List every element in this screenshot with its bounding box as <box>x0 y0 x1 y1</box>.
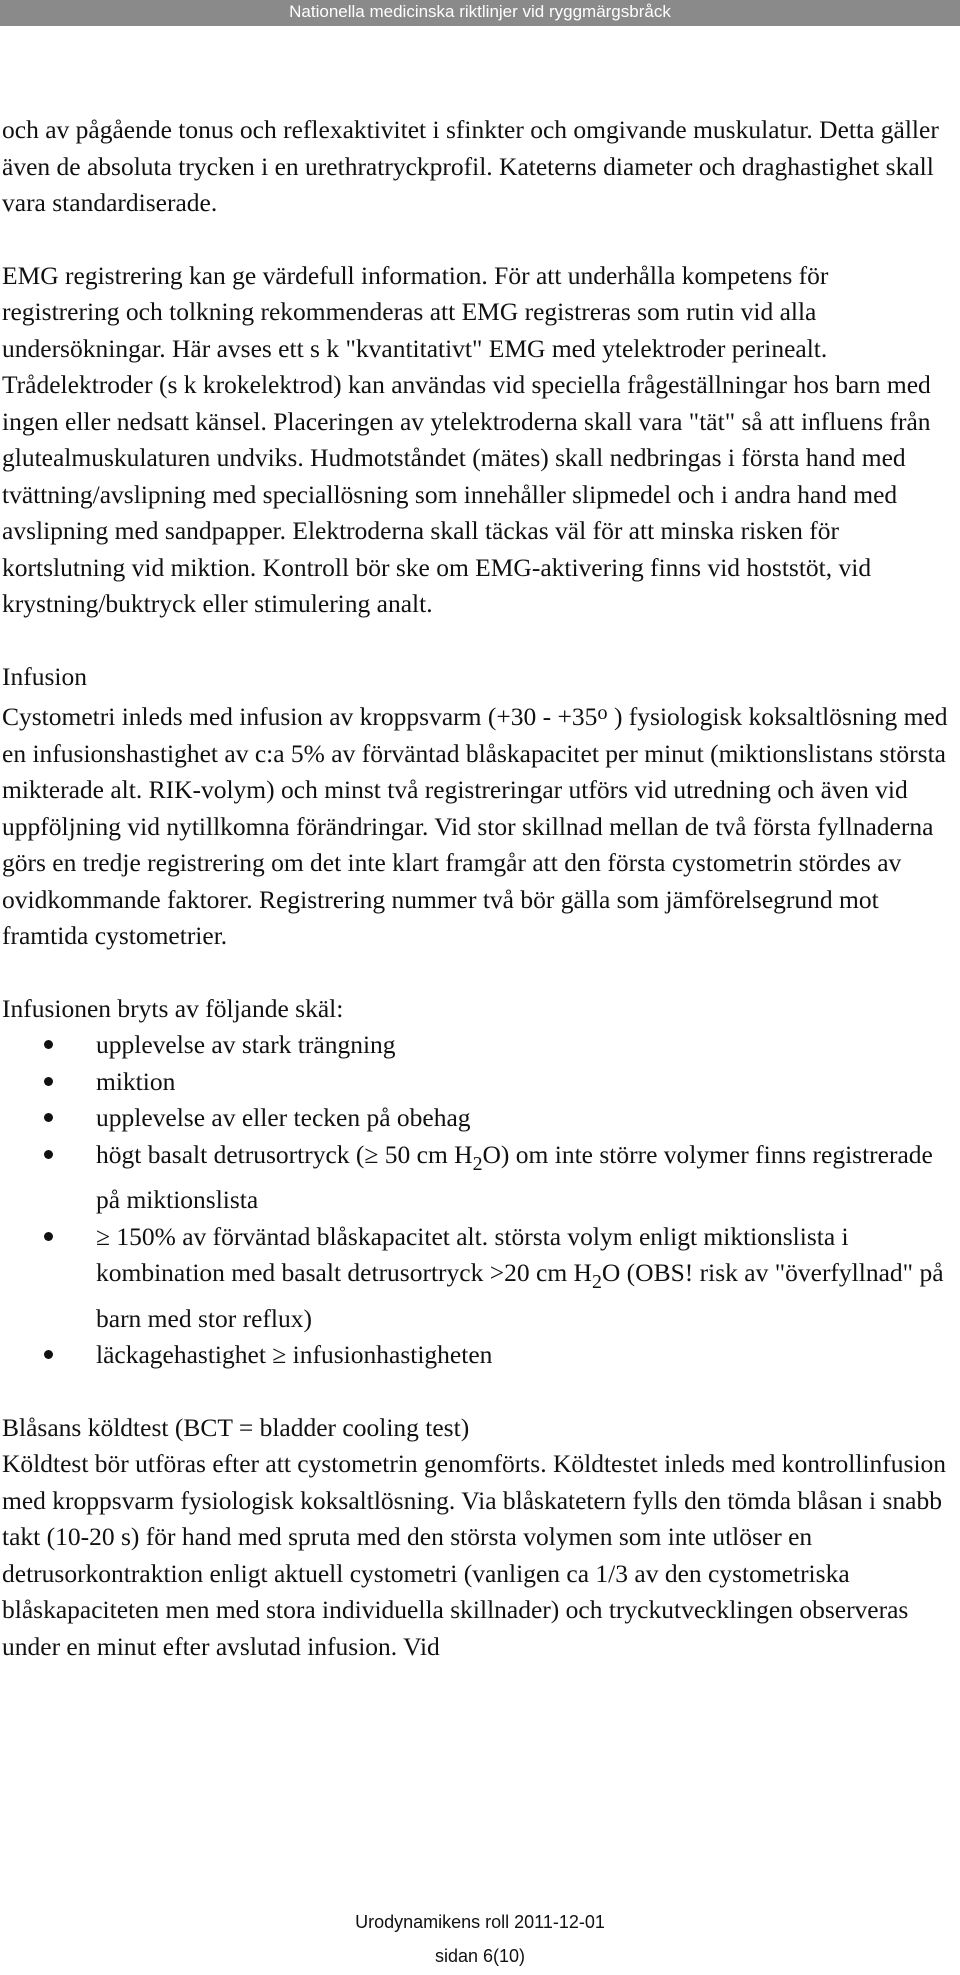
bullet-icon <box>44 1232 53 1241</box>
header-title: Nationella medicinska riktlinjer vid ryggmärgsbråck <box>289 2 671 21</box>
bullet-icon <box>44 1150 53 1159</box>
list-item: miktion <box>2 1064 952 1101</box>
paragraph-infusion: Cystometri inleds med infusion av kroppsvarm ($+30 - +35^o$ ) fysiologisk koksaltlösning med en infusionshastighet av c:a 5% av förväntad blåskapacitet per minut (miktionslistans största mikterade alt. RIK-volym) och minst två registreringar utförs vid utredning och även vid uppföljning vid nytillkomna förändringar. Vid stor skillnad mellan de två första fyllnaderna görs en tredje registrering om det inte klart framgår att den första cystometrin stördes av ovidkommande faktorer. Registrering nummer två bör gälla som jämförelsegrund mot framtida cystometrier. <box>2 702 948 951</box>
running-header <box>0 0 960 26</box>
footer-document-id: Urodynamikens roll 2011-12-01 <box>355 1912 605 1932</box>
bullet-icon <box>44 1077 53 1086</box>
heading-infusion: Infusion <box>2 661 87 691</box>
list-item: upplevelse av stark trängning <box>2 1027 952 1064</box>
list-item: upplevelse av eller tecken på obehag <box>2 1100 952 1137</box>
paragraph-sphincter: och av pågående tonus och reflexaktivitet i sfinkter och omgivande muskulatur. Detta gäller även de absoluta trycken i en urethratryckprofil. Kateterns diameter och draghastighet skall vara standardiserade. <box>2 115 939 217</box>
document-body <box>2 112 952 1665</box>
stop-criteria-list <box>2 1027 952 1373</box>
bullet-icon <box>44 1113 53 1122</box>
stop-criteria-intro: Infusionen bryts av följande skäl: <box>2 993 344 1023</box>
list-item: högt basalt detrusortryck (≥ 50 cm $H_2O$) om inte större volymer finns registrerade på miktionslista <box>2 1137 952 1219</box>
bullet-icon <box>44 1350 53 1359</box>
bullet-icon <box>44 1040 53 1049</box>
footer-page-number: sidan 6(10) <box>434 1946 526 1966</box>
paragraph-bct: Köldtest bör utföras efter att cystometrin genomförts. Köldtestet inleds med kontrollinfusion med kroppsvarm fysiologisk koksaltlösning. Via blåskatetern fylls den tömda blåsan i snabb takt (10-20 s) för hand med spruta med den största volymen som inte utlöser en detrusorkontraktion enligt aktuell cystometri (vanligen ca 1/3 av den cystometriska blåskapaciteten men med stora individuella skillnader) och tryckutvecklingen observeras under en minut efter avslutad infusion. Vid <box>2 1449 947 1661</box>
heading-bct: Blåsans köldtest (BCT = bladder cooling test) <box>2 1412 470 1442</box>
list-item: läckagehastighet ≥ infusionhastigheten <box>2 1337 952 1374</box>
list-item: ≥ 150% av förväntad blåskapacitet alt. största volym enligt miktionslista i kombination med basalt detrusortryck >20 cm $H_2O$ (OBS! risk av "överfyllnad" på barn med stor reflux) <box>2 1219 952 1337</box>
paragraph-emg: EMG registrering kan ge värdefull information. För att underhålla kompetens för registrering och tolkning rekommenderas att EMG registreras som rutin vid alla undersökningar. Här avses ett s k "kvantitativt" EMG med ytelektroder perinealt. Trådelektroder (s k krokelektrod) kan användas vid speciella frågeställningar hos barn med ingen eller nedsatt känsel. Placeringen av ytelektroderna skall vara "tät" så att influens från glutealmuskulaturen undviks. Hudmotståndet (mätes) skall nedbringas i första hand med tvättning/avslipning med speciallösning som innehåller slipmedel och i andra hand med avslipning med sandpapper. Elektroderna skall täckas väl för att minska risken för kortslutning vid miktion. Kontroll bör ske om EMG-aktivering finns vid hoststöt, vid krystning/buktryck eller stimulering analt. <box>2 260 931 618</box>
